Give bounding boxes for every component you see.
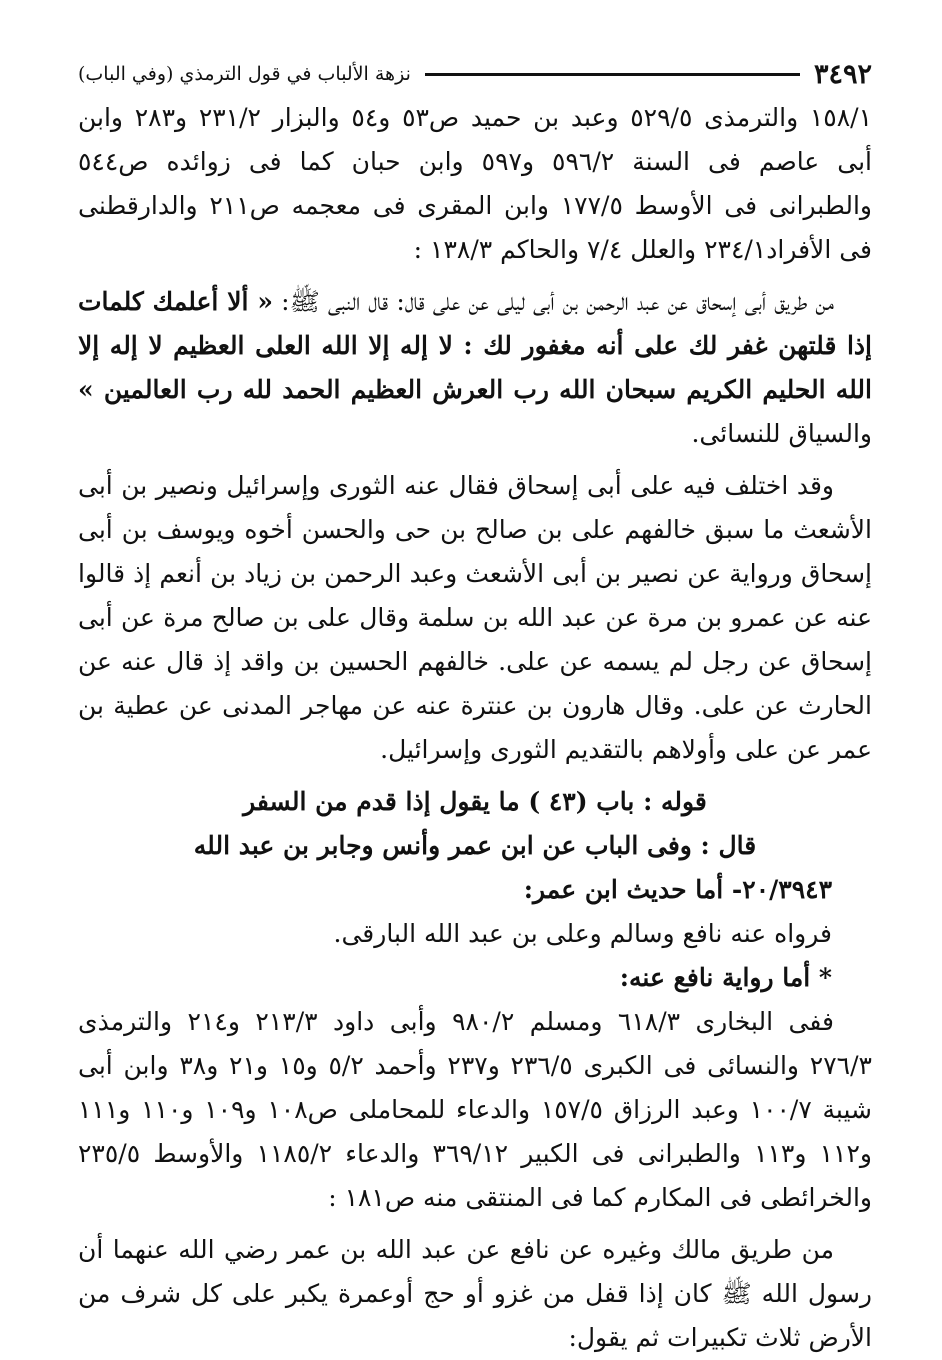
page-number: ٣٤٩٢ bbox=[813, 58, 872, 90]
paragraph-references-1: ١٥٨/١ والترمذى ٥٢٩/٥ وعبد بن حميد ص٥٣ و٥٤ والبزار ٢٣١/٢ و٢٨٣ وابن أبى عاصم فى السنة ٥٩٦/٢ و٥٩٧ وابن حبان كما فى زوائده ص٥٤٤ والطبرانى فى الأوسط ١٧٧/٥ وابن المقرى فى معجمه ص٢١١ والدارقطنى فى الأفراد٢٣٤/١ والعلل ٧/٤ والحاكم ١٣٨/٣ : bbox=[78, 103, 873, 264]
chain-tail: والسياق للنسائى. bbox=[691, 419, 872, 448]
running-title: نزهة الألباب في قول الترمذي (وفي الباب) bbox=[78, 63, 411, 85]
hadith-title: ٢٠/٣٩٤٣- أما حديث ابن عمر: bbox=[523, 875, 832, 904]
hadith-quote: « ألا أعلمك كلمات إذا قلتهن غفر لك على أنه مغفور لك : لا إله إلا الله العلى العظيم لا إله إلا الله الحليم الكريم سبحان الله رب العرش العظيم الحمد لله رب العالمين » bbox=[78, 287, 872, 404]
chain-intro: من طريق أبى إسحاق عن عبد الرحمن بن أبى ليلى عن على قال: قال النبى ﷺ: bbox=[281, 287, 835, 316]
paragraph-references-2: ففى البخارى ٦١٨/٣ ومسلم ٩٨٠/٢ وأبى داود ٢١٣/٣ و٢١٤ والترمذى ٢٧٦/٣ والنسائى فى الكبرى ٢٣٦/٥ و٢٣٧ وأحمد ٥/٢ و١٥ و٢١ و٣٨ وابن أبى شيبة ١٠٠/٧ وعبد الرزاق ١٥٧/٥ والدعاء للمحاملى ص١٠٨ و١٠٩ و١١٠ و١١١ و١١٢ و١١٣ والطبرانى فى الكبير ٣٦٩/١٢ والدعاء ١١٨٥/٢ والأوسط ٢٣٥/٥ والخرائطى فى المكارم كما فى المنتقى منه ص١٨١ : bbox=[78, 1007, 872, 1212]
paragraph-chain bbox=[78, 280, 872, 456]
nafi-heading: * أما رواية نافع عنه: bbox=[619, 963, 832, 992]
header-rule bbox=[425, 73, 800, 76]
page-header bbox=[78, 52, 872, 96]
narrators-line: فرواه عنه نافع وسالم وعلى بن عبد الله البارقى. bbox=[333, 919, 832, 948]
chapter-heading: قوله : باب (٤٣ ) ما يقول إذا قدم من السفر bbox=[243, 787, 707, 816]
chapter-subheading: قال : وفى الباب عن ابن عمر وأنس وجابر بن عبد الله bbox=[193, 831, 757, 860]
paragraph-variants: وقد اختلف فيه على أبى إسحاق فقال عنه الثورى وإسرائيل ونصير بن أبى الأشعث ما سبق خالفهم على بن صالح بن حى والحسن أخوه ويوسف بن أبى إسحاق ورواية عن نصير بن أبى الأشعث وعبد الرحمن بن زياد بن أنعم إذ قالوا عنه عن عمرو بن مرة عن عبد الله بن سلمة وقال على بن صالح مرة عن أبى إسحاق عن رجل لم يسمه عن على. خالفهم الحسين بن واقد إذ قال عنه عن الحارث عن على. وقال هارون بن عنترة عنه عن مهاجر المدنى عن عطية بن عمر عن على وأولاهم بالتقديم الثورى وإسرائيل. bbox=[78, 471, 872, 764]
paragraph-malik-chain: من طريق مالك وغيره عن نافع عن عبد الله بن عمر رضي الله عنهما أن رسول الله ﷺ كان إذا قفل من غزو أو حج أوعمرة يكبر على كل شرف من الأرض ثلاث تكبيرات ثم يقول: bbox=[78, 1235, 872, 1352]
